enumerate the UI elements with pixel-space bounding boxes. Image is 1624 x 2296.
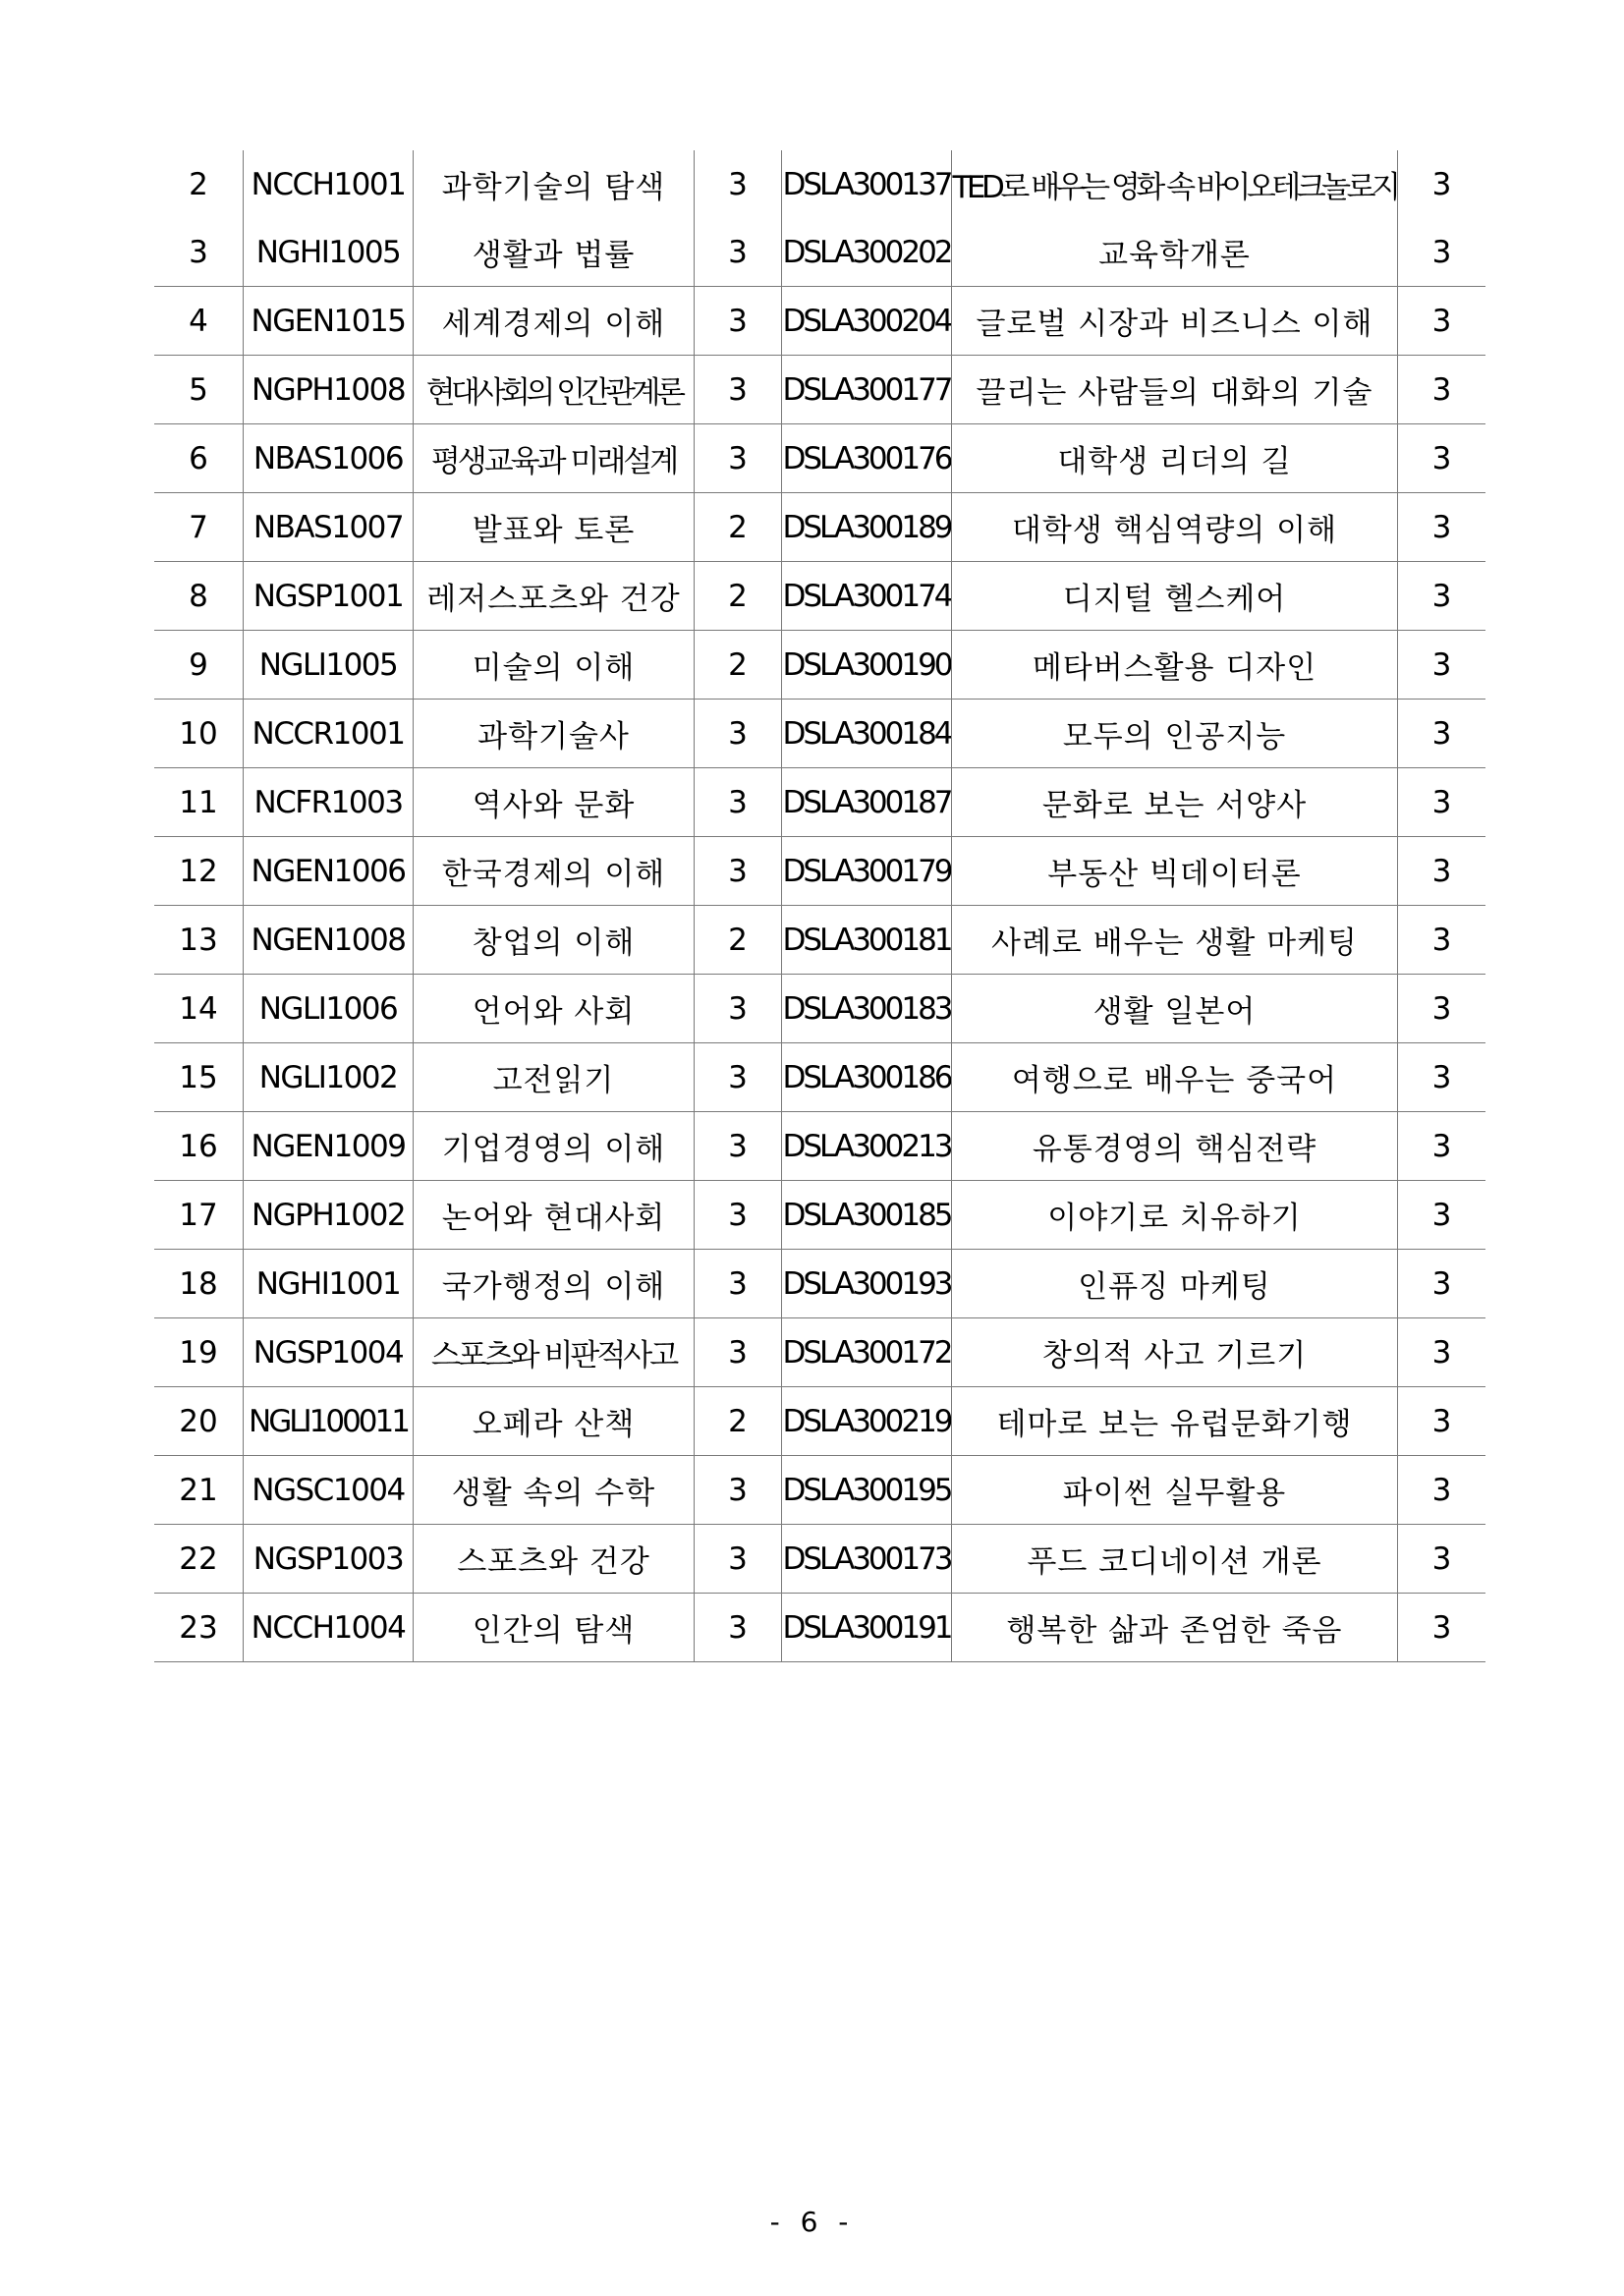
course-name: 평생교육과 미래설계 (414, 424, 695, 493)
row-number: 5 (154, 356, 244, 424)
alt-course-code: DSLA300176 (782, 424, 952, 493)
course-code: NGEN1009 (244, 1112, 414, 1181)
course-code: NBAS1006 (244, 424, 414, 493)
alt-course-code: DSLA300183 (782, 975, 952, 1043)
alt-course-name: 디지털 헬스케어 (952, 562, 1398, 631)
course-name: 생활과 법률 (414, 218, 695, 287)
course-code: NCCH1004 (244, 1594, 414, 1662)
row-number: 18 (154, 1250, 244, 1318)
course-name: 세계경제의 이해 (414, 287, 695, 356)
alt-course-name: TED로 배우는 영화 속 바이오테크놀로지 (952, 150, 1398, 218)
alt-course-code: DSLA300193 (782, 1250, 952, 1318)
course-code: NCFR1003 (244, 768, 414, 837)
alt-course-name: 부동산 빅데이터론 (952, 837, 1398, 906)
course-name: 오페라 산책 (414, 1387, 695, 1456)
table-row (154, 1456, 1485, 1525)
alt-course-code: DSLA300179 (782, 837, 952, 906)
course-code: NGEN1015 (244, 287, 414, 356)
course-code: NGLI1005 (244, 631, 414, 700)
row-number: 8 (154, 562, 244, 631)
alt-course-name: 유통경영의 핵심전략 (952, 1112, 1398, 1181)
course-credit: 2 (695, 1387, 782, 1456)
course-code: NGLI1002 (244, 1043, 414, 1112)
course-code: NGSP1001 (244, 562, 414, 631)
row-number: 3 (154, 218, 244, 287)
alt-course-credit: 3 (1398, 562, 1486, 631)
alt-course-credit: 3 (1398, 1594, 1486, 1662)
alt-course-credit: 3 (1398, 1318, 1486, 1387)
alt-course-name: 교육학개론 (952, 218, 1398, 287)
alt-course-credit: 3 (1398, 837, 1486, 906)
course-name: 현대사회의 인간관계론 (414, 356, 695, 424)
alt-course-code: DSLA300137 (782, 150, 952, 218)
alt-course-code: DSLA300186 (782, 1043, 952, 1112)
course-credit: 3 (695, 975, 782, 1043)
course-code: NGHI1005 (244, 218, 414, 287)
course-table (154, 150, 1485, 1662)
alt-course-code: DSLA300219 (782, 1387, 952, 1456)
alt-course-code: DSLA300213 (782, 1112, 952, 1181)
table-row (154, 1387, 1485, 1456)
course-code: NGPH1002 (244, 1181, 414, 1250)
alt-course-code: DSLA300172 (782, 1318, 952, 1387)
alt-course-code: DSLA300177 (782, 356, 952, 424)
course-credit: 3 (695, 356, 782, 424)
alt-course-name: 생활 일본어 (952, 975, 1398, 1043)
table-row (154, 631, 1485, 700)
alt-course-name: 테마로 보는 유럽문화기행 (952, 1387, 1398, 1456)
row-number: 20 (154, 1387, 244, 1456)
table-row (154, 424, 1485, 493)
course-code: NCCR1001 (244, 700, 414, 768)
alt-course-credit: 3 (1398, 1250, 1486, 1318)
alt-course-name: 푸드 코디네이션 개론 (952, 1525, 1398, 1594)
table-row (154, 1594, 1485, 1662)
alt-course-name: 행복한 삶과 존엄한 죽음 (952, 1594, 1398, 1662)
course-credit: 2 (695, 906, 782, 975)
row-number: 14 (154, 975, 244, 1043)
row-number: 7 (154, 493, 244, 562)
course-name: 미술의 이해 (414, 631, 695, 700)
alt-course-name: 이야기로 치유하기 (952, 1181, 1398, 1250)
alt-course-code: DSLA300174 (782, 562, 952, 631)
course-credit: 3 (695, 1594, 782, 1662)
course-name: 생활 속의 수학 (414, 1456, 695, 1525)
course-credit: 3 (695, 1318, 782, 1387)
alt-course-code: DSLA300173 (782, 1525, 952, 1594)
course-name: 과학기술사 (414, 700, 695, 768)
table-row (154, 356, 1485, 424)
alt-course-code: DSLA300185 (782, 1181, 952, 1250)
course-name: 스포츠와 비판적사고 (414, 1318, 695, 1387)
table-row (154, 287, 1485, 356)
row-number: 11 (154, 768, 244, 837)
alt-course-code: DSLA300195 (782, 1456, 952, 1525)
course-name: 역사와 문화 (414, 768, 695, 837)
course-credit: 3 (695, 218, 782, 287)
alt-course-name: 문화로 보는 서양사 (952, 768, 1398, 837)
alt-course-credit: 3 (1398, 1525, 1486, 1594)
table-row (154, 218, 1485, 287)
course-name: 과학기술의 탐색 (414, 150, 695, 218)
alt-course-name: 글로벌 시장과 비즈니스 이해 (952, 287, 1398, 356)
course-code: NGSP1003 (244, 1525, 414, 1594)
page-number: - 6 - (769, 2206, 855, 2238)
course-credit: 2 (695, 562, 782, 631)
alt-course-credit: 3 (1398, 1112, 1486, 1181)
course-credit: 3 (695, 768, 782, 837)
course-credit: 2 (695, 631, 782, 700)
alt-course-code: DSLA300204 (782, 287, 952, 356)
course-code: NBAS1007 (244, 493, 414, 562)
alt-course-credit: 3 (1398, 1387, 1486, 1456)
row-number: 2 (189, 166, 208, 202)
alt-course-credit: 3 (1398, 1456, 1486, 1525)
course-credit: 3 (695, 700, 782, 768)
table-row (154, 493, 1485, 562)
course-credit: 3 (695, 1456, 782, 1525)
course-name: 언어와 사회 (414, 975, 695, 1043)
table-row (154, 768, 1485, 837)
course-name: 인간의 탐색 (414, 1594, 695, 1662)
alt-course-code: DSLA300187 (782, 768, 952, 837)
alt-course-code: DSLA300181 (782, 906, 952, 975)
course-credit: 3 (695, 424, 782, 493)
course-name: 스포츠와 건강 (414, 1525, 695, 1594)
course-name: 창업의 이해 (414, 906, 695, 975)
course-name: 레저스포츠와 건강 (414, 562, 695, 631)
alt-course-name: 인퓨징 마케팅 (952, 1250, 1398, 1318)
course-credit: 2 (695, 493, 782, 562)
alt-course-credit: 3 (1398, 150, 1486, 218)
course-name: 논어와 현대사회 (414, 1181, 695, 1250)
alt-course-code: DSLA300189 (782, 493, 952, 562)
course-credit: 3 (695, 837, 782, 906)
row-number: 23 (154, 1594, 244, 1662)
row-number: 4 (154, 287, 244, 356)
alt-course-code: DSLA300184 (782, 700, 952, 768)
course-name: 발표와 토론 (414, 493, 695, 562)
course-name: 기업경영의 이해 (414, 1112, 695, 1181)
alt-course-credit: 3 (1398, 768, 1486, 837)
alt-course-credit: 3 (1398, 700, 1486, 768)
course-credit: 3 (695, 1181, 782, 1250)
course-code: NGPH1008 (244, 356, 414, 424)
table-row (154, 837, 1485, 906)
alt-course-code: DSLA300190 (782, 631, 952, 700)
row-number: 17 (154, 1181, 244, 1250)
row-number: 22 (154, 1525, 244, 1594)
row-number: 12 (154, 837, 244, 906)
course-code: NGEN1008 (244, 906, 414, 975)
row-number: 13 (154, 906, 244, 975)
alt-course-credit: 3 (1398, 493, 1486, 562)
course-credit: 3 (695, 287, 782, 356)
table-row (154, 700, 1485, 768)
alt-course-credit: 3 (1398, 1181, 1486, 1250)
course-code: NGSC1004 (244, 1456, 414, 1525)
alt-course-credit: 3 (1398, 287, 1486, 356)
course-name: 한국경제의 이해 (414, 837, 695, 906)
course-name: 국가행정의 이해 (414, 1250, 695, 1318)
alt-course-credit: 3 (1398, 424, 1486, 493)
alt-course-name: 파이썬 실무활용 (952, 1456, 1398, 1525)
alt-course-name: 창의적 사고 기르기 (952, 1318, 1398, 1387)
alt-course-credit: 3 (1398, 975, 1486, 1043)
alt-course-credit: 3 (1398, 631, 1486, 700)
alt-course-name: 끌리는 사람들의 대화의 기술 (952, 356, 1398, 424)
table-row (154, 150, 1485, 218)
table-row (154, 975, 1485, 1043)
table-row (154, 562, 1485, 631)
alt-course-name: 대학생 리더의 길 (952, 424, 1398, 493)
alt-course-credit: 3 (1398, 1043, 1486, 1112)
course-credit: 3 (695, 1112, 782, 1181)
row-number: 9 (154, 631, 244, 700)
course-table-body (154, 150, 1485, 1662)
alt-course-credit: 3 (1398, 906, 1486, 975)
row-number: 10 (154, 700, 244, 768)
alt-course-credit: 3 (1398, 356, 1486, 424)
alt-course-name: 모두의 인공지능 (952, 700, 1398, 768)
table-row (154, 1043, 1485, 1112)
course-code: NGEN1006 (244, 837, 414, 906)
alt-course-name: 사례로 배우는 생활 마케팅 (952, 906, 1398, 975)
course-code: NGLI100011 (244, 1387, 414, 1456)
course-code: NGLI1006 (244, 975, 414, 1043)
row-number: 6 (154, 424, 244, 493)
course-code: NGHI1001 (244, 1250, 414, 1318)
alt-course-name: 메타버스활용 디자인 (952, 631, 1398, 700)
course-credit: 3 (695, 1043, 782, 1112)
course-credit: 3 (695, 1250, 782, 1318)
course-code: NGSP1004 (244, 1318, 414, 1387)
alt-course-name: 대학생 핵심역량의 이해 (952, 493, 1398, 562)
alt-course-code: DSLA300191 (782, 1594, 952, 1662)
row-number: 19 (154, 1318, 244, 1387)
table-row (154, 1250, 1485, 1318)
alt-course-name: 여행으로 배우는 중국어 (952, 1043, 1398, 1112)
table-row (154, 906, 1485, 975)
table-row (154, 1318, 1485, 1387)
table-row (154, 1525, 1485, 1594)
alt-course-credit: 3 (1398, 218, 1486, 287)
table-row (154, 1112, 1485, 1181)
table-row (154, 1181, 1485, 1250)
row-number: 21 (154, 1456, 244, 1525)
course-code: NCCH1001 (244, 150, 414, 218)
row-number: 16 (154, 1112, 244, 1181)
row-number: 15 (154, 1043, 244, 1112)
alt-course-code: DSLA300202 (782, 218, 952, 287)
course-name: 고전읽기 (414, 1043, 695, 1112)
course-credit: 3 (695, 1525, 782, 1594)
course-credit: 3 (695, 150, 782, 218)
